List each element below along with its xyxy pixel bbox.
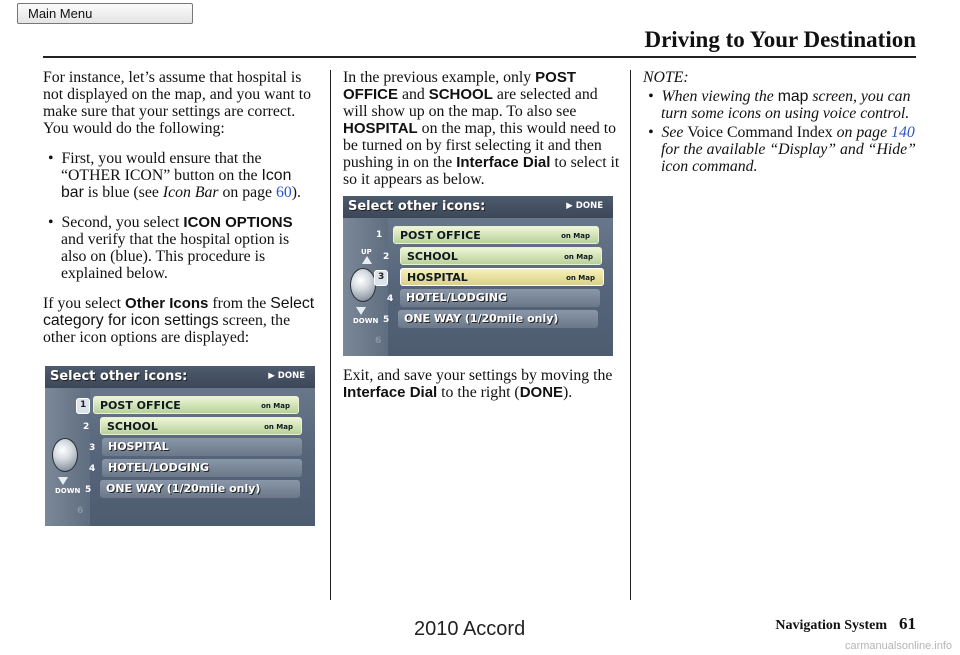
screen-title: Select other icons:	[50, 369, 188, 384]
bullet-second: • Second, you select ICON OPTIONS and verify that the hospital option is also on (blue). This procedure is explained below.	[48, 214, 293, 282]
interface-dial-icon	[350, 268, 376, 302]
item-number: 2	[83, 422, 90, 432]
down-arrow-icon	[58, 477, 68, 485]
list-item-school: SCHOOL on Map	[100, 417, 302, 435]
item-number: 3	[378, 272, 385, 282]
page-number: 61	[899, 614, 916, 633]
list-item-hospital: HOSPITAL on Map	[400, 268, 604, 286]
column-2-lower	[343, 367, 621, 414]
exit-paragraph: Exit, and save your settings by moving the Interface Dial to the right (DONE).	[343, 367, 613, 401]
up-label: UP	[361, 248, 372, 256]
item-number: 6	[77, 506, 84, 516]
done-button: ▶ DONE	[268, 371, 305, 381]
nav-screen-after	[343, 196, 613, 356]
screen-title: Select other icons:	[348, 199, 486, 214]
bullet-first: • First, you would ensure that the “OTHER ICON” button on the Icon bar is blue (see Icon Bar on page 60).	[48, 150, 302, 201]
screen-header	[45, 366, 315, 388]
model-label: 2010 Accord	[414, 618, 526, 640]
item-number: 5	[85, 485, 92, 495]
page-link-60[interactable]: 60	[276, 184, 292, 201]
item-number: 1	[80, 400, 87, 410]
list-item-school: SCHOOL on Map	[400, 247, 602, 265]
item-number: 5	[383, 315, 390, 325]
list-item-one-way: ONE WAY (1/20mile only)	[398, 310, 598, 328]
footer-page-info: Navigation System 61	[775, 614, 916, 633]
down-label: DOWN	[353, 317, 379, 325]
list-item-hotel: HOTEL/LODGING	[400, 289, 600, 307]
note-heading: NOTE:	[643, 69, 689, 86]
interface-dial-icon	[52, 438, 78, 472]
page-link-140[interactable]: 140	[891, 124, 915, 141]
watermark: carmanualsonline.info	[844, 640, 952, 652]
column-1	[43, 69, 318, 359]
note-bullet-1: • When viewing the map screen, you can turn some icons on using voice control.	[648, 88, 911, 122]
list-item-hospital: HOSPITAL	[102, 438, 302, 456]
title-divider	[43, 56, 916, 58]
list-item-post-office: POST OFFICE on Map	[393, 226, 599, 244]
item-number: 4	[387, 294, 394, 304]
select-paragraph: If you select Other Icons from the Select category for icon settings screen, the other icon options are displayed:	[43, 295, 315, 346]
list-item-hotel: HOTEL/LODGING	[102, 459, 302, 477]
item-number: 3	[89, 443, 96, 453]
list-item-one-way: ONE WAY (1/20mile only)	[100, 480, 300, 498]
nav-screen-before	[45, 366, 315, 526]
item-number: 6	[375, 336, 382, 346]
note-bullet-2: • See Voice Command Index on page 140 for the available “Display” and “Hide” icon command.	[648, 124, 916, 175]
list-item-post-office: POST OFFICE on Map	[93, 396, 299, 414]
column-divider-1	[330, 70, 331, 600]
intro-paragraph: For instance, let’s assume that hospital is not displayed on the map, and you want to make sure that your settings are correct. You would do the following:	[43, 69, 312, 137]
column-divider-2	[630, 70, 631, 600]
down-arrow-icon	[356, 307, 366, 315]
item-number: 2	[383, 252, 390, 262]
done-button: ▶ DONE	[566, 201, 603, 211]
column-2	[343, 69, 621, 201]
item-number: 4	[89, 464, 96, 474]
main-menu-button[interactable]: Main Menu	[17, 3, 193, 24]
up-arrow-icon	[362, 256, 372, 264]
item-number: 1	[376, 230, 383, 240]
column-3	[643, 69, 918, 188]
down-label: DOWN	[55, 487, 81, 495]
page-title: Driving to Your Destination	[644, 27, 916, 52]
screen-header	[343, 196, 613, 218]
example-paragraph: In the previous example, only POST OFFICE and SCHOOL are selected and will show up on the map. To also see HOSPITAL on the map, this would need to be turned on by first selecting it and then pushing in on the Interface Dial to select it so it appears as below.	[343, 69, 620, 188]
